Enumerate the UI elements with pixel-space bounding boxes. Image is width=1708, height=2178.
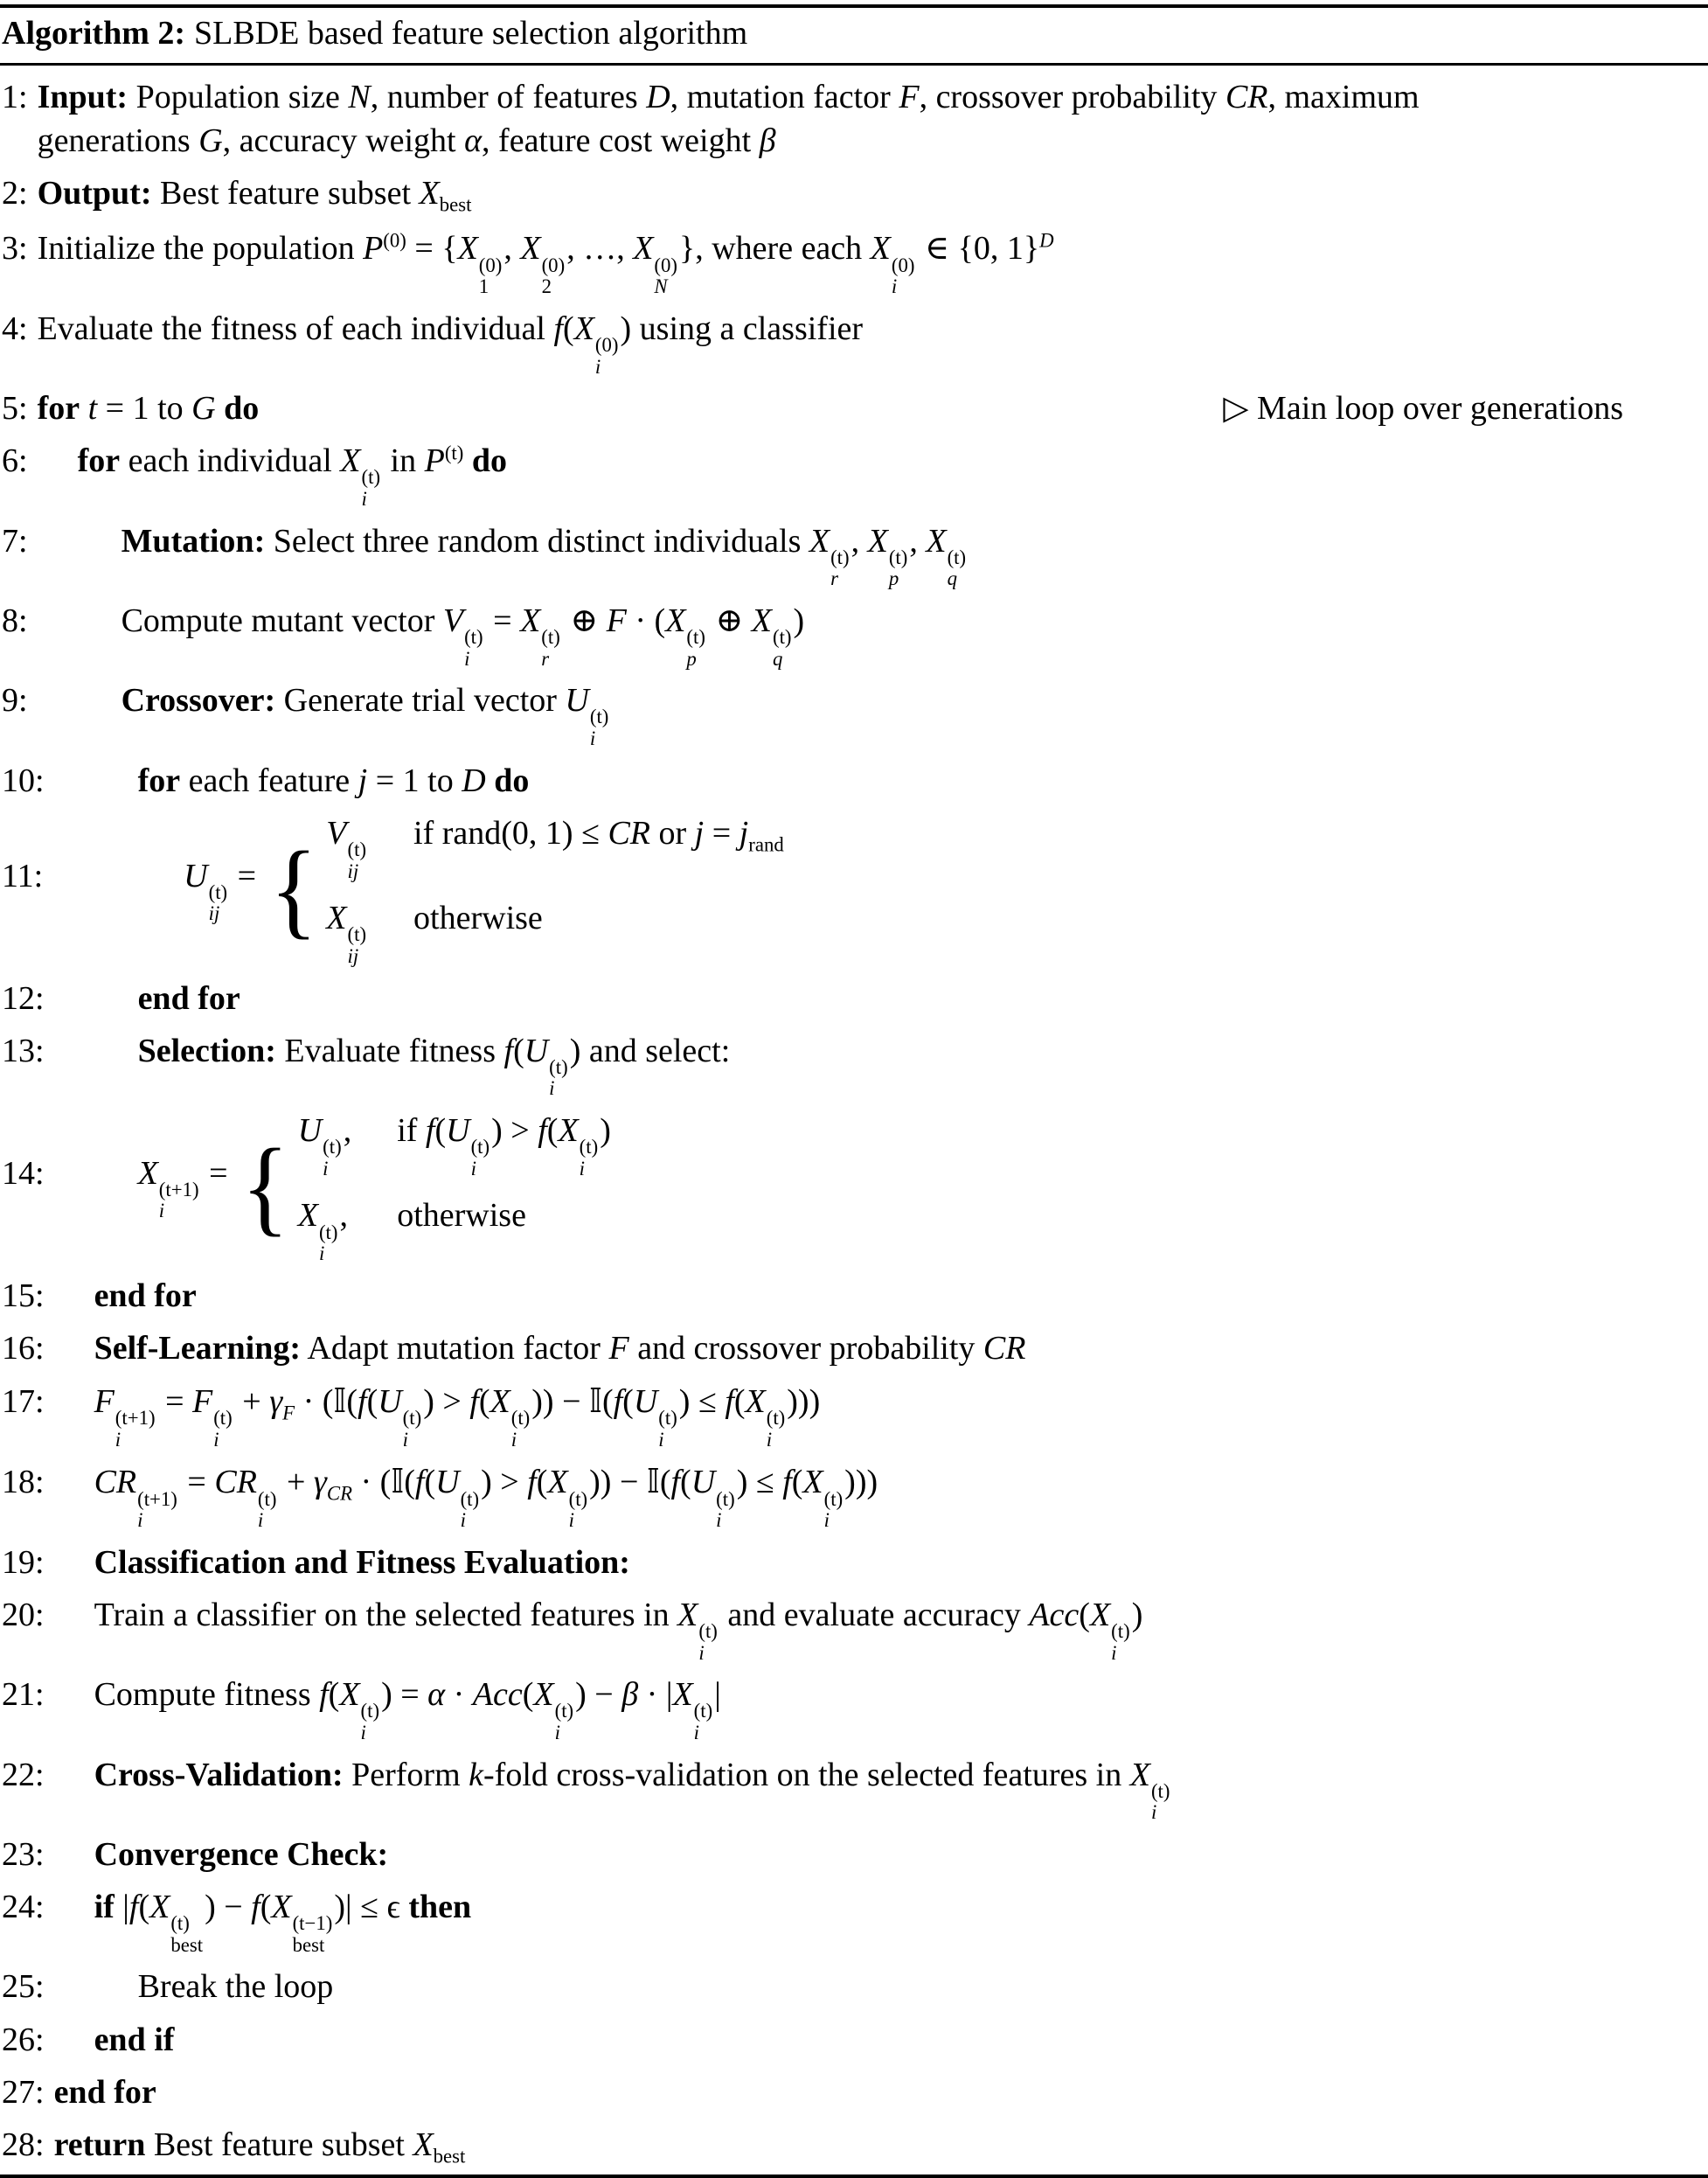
line-number: 18: [2,1464,45,1501]
line-content: Mutation: Select three random distinct individuals X (t) r , X (t) p , X (t) q [121,522,967,590]
line-content: end for [53,2073,156,2111]
line-content: return Best feature subset $X_{best}$ [53,2126,466,2168]
line-number: 6: [2,442,28,480]
line-content: X (t+1) i = { U (t) i , if f(U (t) i ) > f(X (t) i ) X (t) i , otherwise [137,1112,611,1265]
algo-line-1 [2,71,1706,167]
line-number: 20: [2,1596,45,1633]
algo-line-3 [2,222,1706,302]
line-number: 15: [2,1277,45,1314]
line-content: for each individual X (t) i in $P^{(t)}$ do [77,442,507,511]
line-number: 17: [2,1383,45,1421]
line-content: Train a classifier on the selected features in X (t) i and evaluate accuracy Acc(X (t) i ) [94,1596,1143,1664]
line-number: 22: [2,1756,45,1793]
algo-line-23 [2,1828,1706,1881]
algo-line-9 [2,674,1706,754]
algo-line-22 [2,1749,1706,1828]
line-content: Cross-Validation: Perform k-fold cross-validation on the selected features in X (t) i [94,1756,1170,1824]
algo-line-15 [2,1270,1706,1322]
line-content: Compute mutant vector V (t) i = X (t) r ⊕ F · (X (t) p ⊕ X (t) q ) [121,602,805,670]
algo-line-7 [2,515,1706,595]
algo-line-18 [2,1455,1706,1535]
algo-line-6 [2,435,1706,514]
line-comment: ▷ Main loop over generations [1223,390,1623,428]
line-number: 7: [2,522,28,560]
line-content: Compute fitness f(X (t) i ) = α · Acc(X (t) i ) − β · |X (t) i | [94,1676,721,1743]
algo-line-28 [2,2119,1706,2175]
algo-line-14 [2,1104,1706,1270]
line-number: 14: [2,1154,45,1192]
line-number: 1: [2,78,28,115]
algo-line-17 [2,1374,1706,1455]
line-content: Break the loop [137,1968,334,2006]
algorithm-title [0,4,1708,66]
line-content: for t = 1 to G do [37,390,260,428]
algo-line-25 [2,1960,1706,2013]
line-content: end for [137,979,240,1017]
line-content: Convergence Check: [94,1835,389,1873]
algo-line-11 [2,807,1706,972]
line-number: 5: [2,390,28,428]
line-content: F (t+1) i = F (t) i + $\gamma_F$ · (𝕀(f(U (t) i ) > f(X (t) i )) − 𝕀(f(U (t) i ) ≤ f(X (t) i ))) [94,1381,821,1451]
algorithm-body [0,66,1708,2175]
algo-line-12 [2,972,1706,1025]
line-number: 16: [2,1329,45,1367]
algo-line-21 [2,1668,1706,1748]
line-number: 12: [2,979,45,1017]
line-content: Self-Learning: Adapt mutation factor F and crossover probability CR [94,1329,1026,1367]
line-number: 19: [2,1543,45,1581]
algo-line-2 [2,167,1706,223]
algo-line-10 [2,755,1706,807]
algo-line-4 [2,303,1706,382]
line-number: 2: [2,174,28,212]
algo-line-19 [2,1536,1706,1589]
line-number: 13: [2,1032,45,1069]
line-content: Crossover: Generate trial vector U (t) i [121,682,609,750]
line-number: 27: [2,2073,45,2111]
line-content: Evaluate the fitness of each individual f(X (0) i ) using a classifier [37,310,864,378]
algo-line-24 [2,1881,1706,1960]
algo-line-8 [2,595,1706,674]
algo-line-16 [2,1322,1706,1374]
algo-line-27 [2,2066,1706,2119]
line-number: 11: [2,857,44,894]
line-content: Selection: Evaluate fitness f(U (t) i ) and select: [137,1032,731,1100]
line-content: for each feature j = 1 to D do [137,762,530,799]
line-content: Output: Best feature subset $X_{best}$ [37,174,472,216]
line-number: 10: [2,762,45,799]
line-number: 21: [2,1676,45,1714]
line-number: 9: [2,682,28,720]
algorithm-title-text: SLBDE based feature selection algorithm [194,15,748,52]
line-content: end for [94,1277,197,1314]
line-number: 8: [2,602,28,640]
line-content: end if [94,2021,175,2058]
line-content: U (t) ij = { V (t) ij if rand(0, 1) ≤ CR or $j = j_{rand}$ X (t) ij otherwise [184,814,784,967]
line-number: 25: [2,1968,45,2006]
line-number: 4: [2,310,28,347]
line-content: if |f(X (t) best ) − f(X (t−1) best )| ≤ ϵ then [94,1889,472,1956]
line-number: 3: [2,230,28,268]
algo-line-5 [2,382,1706,435]
line-content: CR (t+1) i = CR (t) i + $\gamma_{CR}$ · (𝕀(f(U (t) i ) > f(X (t) i )) − 𝕀(f(U (t) i ) ≤ f(X (t) i ))) [94,1462,878,1532]
algorithm-title-label: Algorithm 2: [2,15,186,52]
line-number: 26: [2,2021,45,2058]
line-number: 24: [2,1889,45,1926]
algorithm-bottom-rule [0,2175,1708,2178]
line-content: Classification and Fitness Evaluation: [94,1543,630,1581]
algo-line-20 [2,1589,1706,1668]
line-number: 23: [2,1835,45,1873]
algo-line-13 [2,1025,1706,1104]
line-content: Input: Population size N, number of features D, mutation factor F, crossover probability CR, maximum generations G, accuracy weight α, feature cost weight β [37,78,1420,159]
line-content: Initialize the population $P^{(0)} = \{X$ (0) 1 , X (0) 2 , …, X (0) N }, where each X (0) i ∈ {0, 1}$^D$ [37,229,1054,298]
algo-line-26 [2,2014,1706,2066]
line-number: 28: [2,2126,45,2163]
